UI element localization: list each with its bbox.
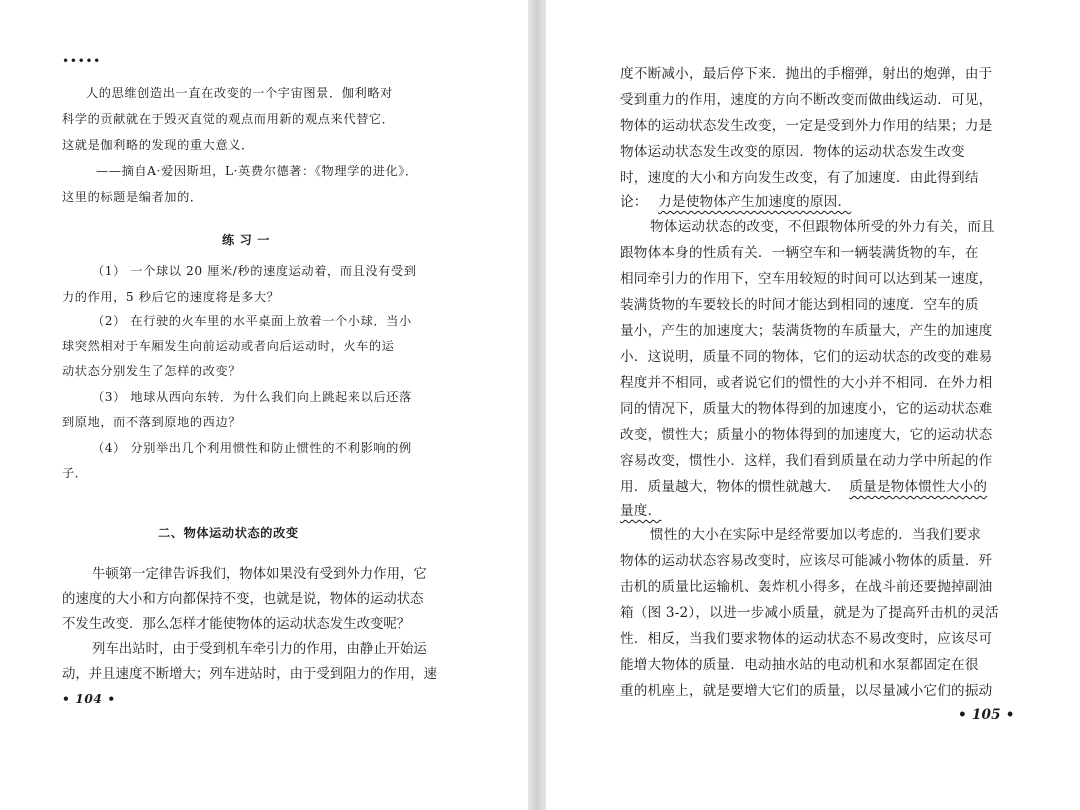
body-line: 受到重力的作用，速度的方向不断改变而做曲线运动．可见， (620, 92, 993, 108)
exercise-line: （2） 在行驶的火车里的水平桌面上放着一个小球．当小 (92, 314, 412, 328)
body-line: 同的情况下，质量大的物体得到的加速度小，它的运动状态难 (620, 401, 993, 417)
body-line: 箱（图 3-2），以进一步减小质量，就是为了提高歼击机的灵活 (620, 605, 999, 621)
body-line: 击机的质量比运输机、轰炸机小得多，在战斗前还要抛掉副油 (620, 579, 993, 595)
body-line: 时，速度的大小和方向发生改变，有了加速度．由此得到结 (620, 170, 979, 186)
exercise-line: （3） 地球从西向东转．为什么我们向上跳起来以后还落 (92, 390, 412, 404)
left-page (0, 0, 528, 810)
body-line: 跟物体本身的性质有关．一辆空车和一辆装满货物的车，在 (620, 245, 979, 261)
page-number: • 104 • (62, 692, 116, 706)
mass-text: 用．质量越大，物体的惯性就越大． (620, 479, 841, 495)
body-line: 重的机座上，就是要增大它们的质量，以尽量减小它们的振动 (620, 683, 993, 699)
body-line: 物体运动状态发生改变的原因．物体的运动状态发生改变 (620, 144, 965, 160)
section-heading: 二、物体运动状态的改变 (158, 526, 299, 540)
body-line: 容易改变，惯性小．这样，我们看到质量在动力学中所起的作 (620, 453, 993, 469)
body-line: 惯性的大小在实际中是经常要加以考虑的．当我们要求 (650, 527, 982, 543)
body-line: 相同牵引力的作用下，空车用较短的时间可以达到某一速度， (620, 271, 993, 287)
quote-citation: ——摘自A·爱因斯坦，L·英费尔德著：《物理学的进化》． (96, 164, 418, 178)
exercise-line: 力的作用，5 秒后它的速度将是多大？ (62, 290, 280, 304)
body-line: 的速度的大小和方向都保持不变，也就是说，物体的运动状态 (62, 592, 424, 607)
exercise-line: （4） 分别举出几个利用惯性和防止惯性的不利影响的例 (92, 441, 412, 455)
conclusion-label: 论： (620, 194, 648, 210)
body-line: 性．相反，当我们要求物体的运动状态不易改变时，应该尽可 (620, 631, 993, 647)
conclusion-line (620, 189, 851, 215)
body-line: 物体运动状态的改变，不但跟物体所受的外力有关，而且 (650, 219, 995, 235)
body-line: 列车出站时，由于受到机车牵引力的作用，由静止开始运 (92, 642, 427, 657)
exercise-line: 子． (62, 466, 88, 480)
emphasis-mass: 质量是物体惯性大小的 (849, 479, 988, 495)
body-line: 不发生改变．那么怎样才能使物体的运动状态发生改变呢？ (62, 617, 411, 632)
emphasis-force: 力是使物体产生加速度的原因． (658, 194, 852, 210)
body-line: 牛顿第一定律告诉我们，物体如果没有受到外力作用，它 (92, 567, 427, 582)
emphasis-measure: 量度． (620, 503, 662, 519)
body-line: 能增大物体的质量．电动抽水站的电动机和水泵都固定在很 (620, 657, 979, 673)
right-page (546, 0, 1080, 810)
page-number: • 105 • (958, 707, 1015, 723)
body-line: 装满货物的车要较长的时间才能达到相同的速度．空车的质 (620, 297, 979, 313)
quote-line: 科学的贡献就在于毁灭直觉的观点而用新的观点来代替它． (62, 112, 395, 126)
body-line: 程度并不相同，或者说它们的惯性的大小并不相同．在外力相 (620, 375, 993, 391)
body-line: 物体的运动状态发生改变，一定是受到外力作用的结果；力是 (620, 118, 993, 134)
body-line: 动，并且速度不断增大；列车进站时，由于受到阻力的作用，速 (62, 667, 437, 682)
book-gutter (528, 0, 546, 810)
measure-line (620, 498, 661, 524)
exercise-line: 球突然相对于车厢发生向前运动或者向后运动时，火车的运 (62, 339, 395, 353)
body-line: 量小，产生的加速度大；装满货物的车质量大，产生的加速度 (620, 323, 993, 339)
quote-line: 这就是伽利略的发现的重大意义． (62, 138, 254, 152)
exercise-title: 练 习 一 (222, 233, 271, 247)
exercise-line: 到原地，而不落到原地的西边？ (62, 415, 242, 429)
body-line: 小．这说明，质量不同的物体，它们的运动状态的改变的难易 (620, 349, 993, 365)
mass-line (620, 474, 987, 500)
body-line: 改变，惯性大；质量小的物体得到的加速度大，它的运动状态 (620, 427, 993, 443)
exercise-line: （1） 一个球以 20 厘米/秒的速度运动着，而且没有受到 (92, 264, 417, 278)
quote-line: 人的思维创造出一直在改变的一个宇宙图景．伽利略对 (86, 86, 393, 100)
body-line: 度不断减小，最后停下来．抛出的手榴弹，射出的炮弹，由于 (620, 66, 993, 82)
quote-note: 这里的标题是编者加的． (62, 190, 203, 204)
exercise-line: 动状态分别发生了怎样的改变？ (62, 364, 242, 378)
page-dots: ••••• (62, 54, 101, 68)
body-line: 物体的运动状态容易改变时，应该尽可能减小物体的质量．歼 (620, 553, 993, 569)
